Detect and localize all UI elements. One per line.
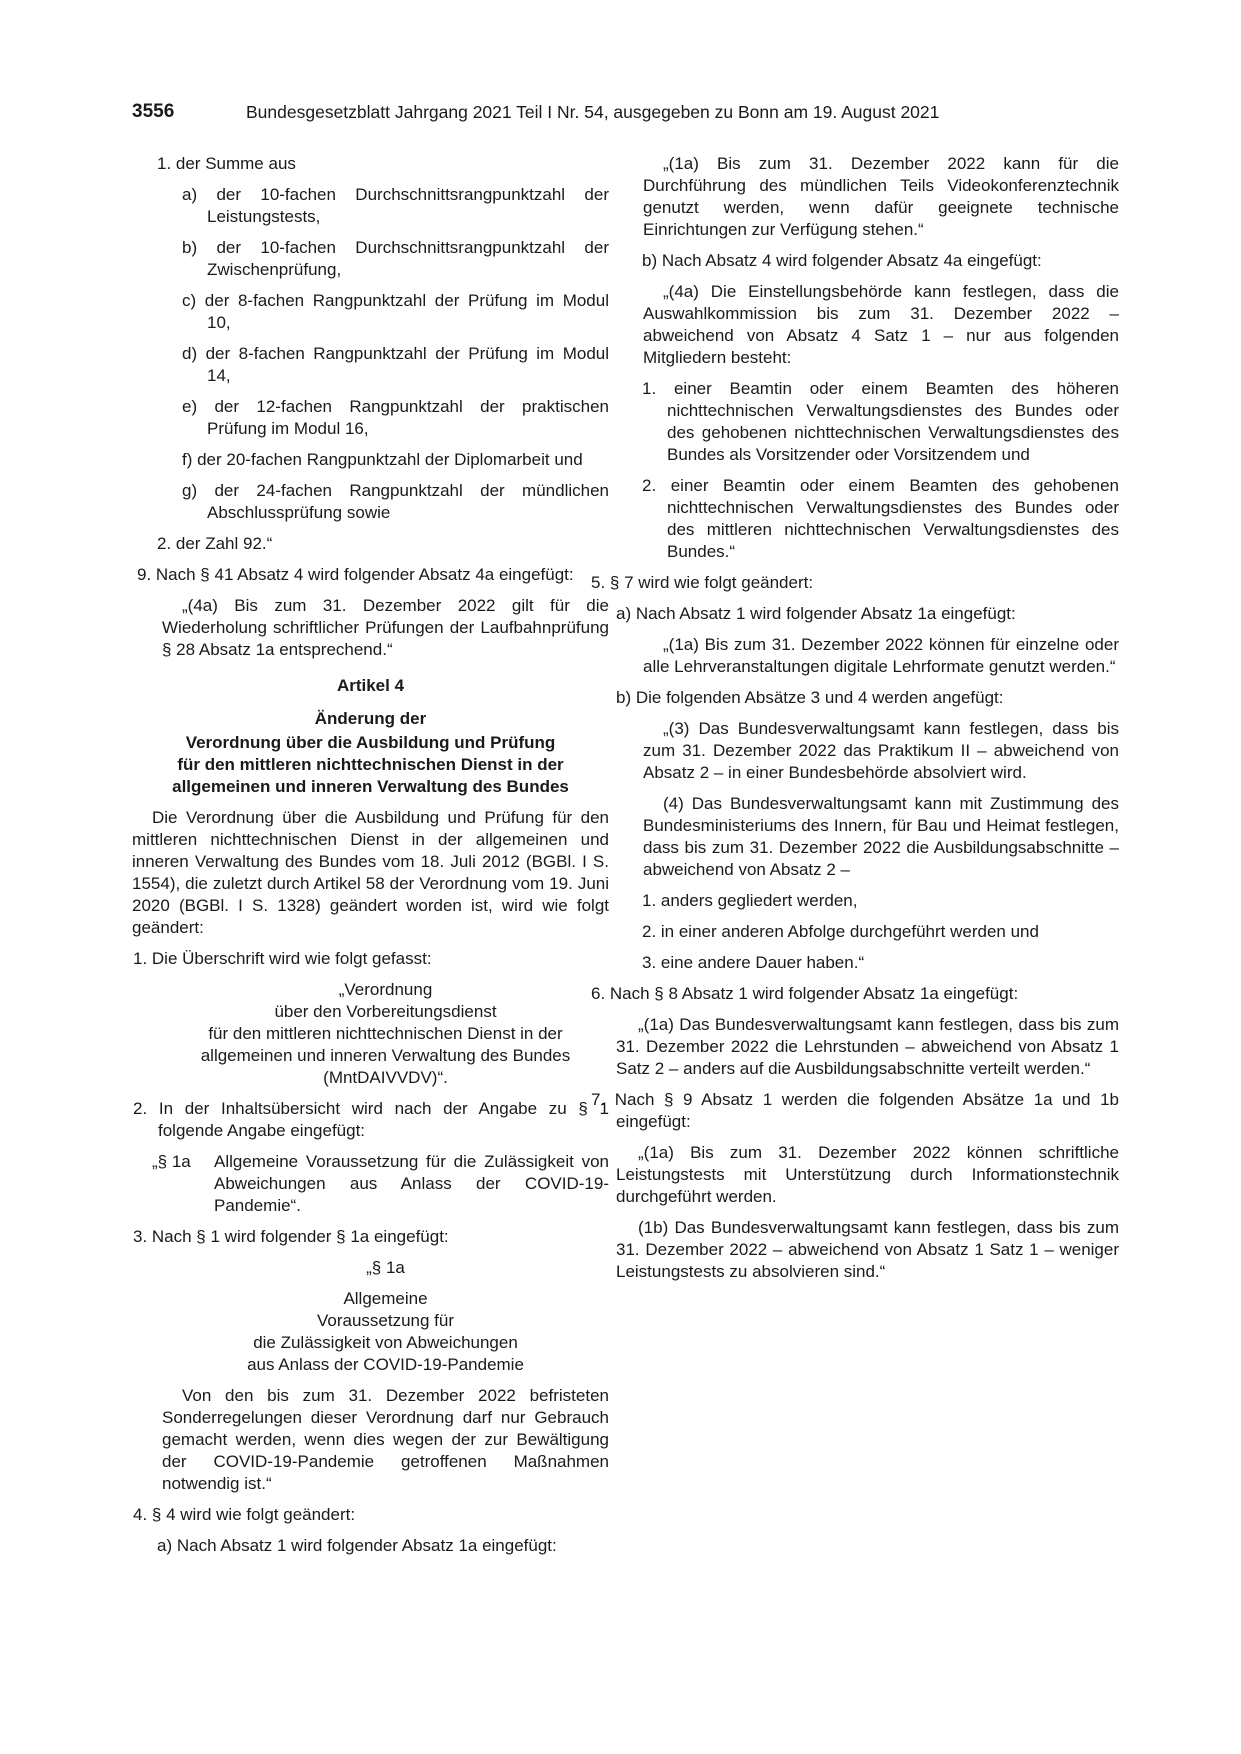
quoted-paragraph: Von den bis zum 31. Dezember 2022 befristeten Sonderregelungen dieser Verordnung darf nur Gebrauch gemacht werden, wenn dies wegen der zur Bewältigung der COVID-19-Pandemie getroffenen Maßnahmen notwendig ist.“	[162, 1386, 609, 1493]
quoted-paragraph: „(1a) Bis zum 31. Dezember 2022 können schriftliche Leistungstests mit Unterstützung durch Informationstechnik durchgeführt werden.	[616, 1143, 1119, 1206]
left-column	[132, 153, 609, 1566]
section-title: die Zulässigkeit von Abweichungen	[253, 1333, 518, 1352]
list-item: b) der 10-fachen Durchschnittsrangpunktzahl der Zwischenprüfung,	[182, 238, 609, 279]
article-heading: Verordnung über die Ausbildung und Prüfung	[185, 733, 556, 752]
quoted-paragraph: (4) Das Bundesverwaltungsamt kann mit Zustimmung des Bundesministeriums des Innern, für Bau und Heimat festlegen, dass bis zum 31. Dezember 2022 die Ausbildungsabschnitte – abweichend von Absatz 2 –	[643, 794, 1119, 879]
toc-entry-text: Allgemeine Voraussetzung für die Zulässigkeit von Abweichungen aus Anlass der COVID-19-Pandemie“.	[214, 1152, 609, 1215]
article-number: Artikel 4	[336, 676, 405, 695]
gazette-header-title: Bundesgesetzblatt Jahrgang 2021 Teil I Nr. 54, ausgegeben zu Bonn am 19. August 2021	[246, 102, 940, 122]
list-item: 1. einer Beamtin oder einem Beamten des höheren nichttechnischen Verwaltungsdienstes des Bundes oder des gehobenen nichttechnischen Verwaltungsdienstes des Bundes als Vorsitzender oder Vorsitzendem und	[642, 379, 1119, 464]
list-item: 3. Nach § 1 wird folgender § 1a eingefügt:	[133, 1227, 449, 1246]
list-item: g) der 24-fachen Rangpunktzahl der mündlichen Abschlussprüfung sowie	[182, 481, 609, 522]
list-item: 4. § 4 wird wie folgt geändert:	[133, 1505, 356, 1524]
quoted-title: für den mittleren nichttechnischen Dienst in der	[208, 1024, 563, 1043]
quoted-paragraph: „(4a) Bis zum 31. Dezember 2022 gilt für die Wiederholung schriftlicher Prüfungen der Laufbahnprüfung § 28 Absatz 1a entsprechend.“	[162, 596, 609, 659]
section-title: Voraussetzung für	[316, 1311, 455, 1330]
quoted-paragraph: (1b) Das Bundesverwaltungsamt kann festlegen, dass bis zum 31. Dezember 2022 – abweichend von Absatz 1 Satz 1 – weniger Leistungstests zu absolvieren sind.“	[616, 1218, 1119, 1281]
page-number: 3556	[132, 101, 175, 122]
quoted-paragraph: „(1a) Bis zum 31. Dezember 2022 kann für die Durchführung des mündlichen Teils Videokonferenztechnik genutzt werden, wenn dafür geeignete technische Einrichtungen zur Verfügung stehen.“	[643, 154, 1119, 239]
list-item: b) Die folgenden Absätze 3 und 4 werden angefügt:	[616, 688, 1004, 707]
article-intro: Die Verordnung über die Ausbildung und Prüfung für den mittleren nichttechnischen Dienst in der allgemeinen und inneren Verwaltung des Bundes vom 18. Juli 2012 (BGBl. I S. 1554), die zuletzt durch Artikel 58 der Verordnung vom 19. Juni 2020 (BGBl. I S. 1328) geändert worden ist, wird wie folgt geändert:	[132, 808, 609, 937]
list-item: 3. eine andere Dauer haben.“	[642, 953, 865, 972]
list-item: 1. anders gegliedert werden,	[642, 891, 858, 910]
quoted-paragraph: „(1a) Bis zum 31. Dezember 2022 können für einzelne oder alle Lehrveranstaltungen digitale Lehrformate genutzt werden.“	[643, 635, 1119, 676]
list-item: c) der 8-fachen Rangpunktzahl der Prüfung im Modul 10,	[182, 291, 609, 332]
section-title: aus Anlass der COVID-19-Pandemie	[247, 1355, 524, 1374]
list-item: 2. in einer anderen Abfolge durchgeführt werden und	[642, 922, 1039, 941]
toc-entry	[152, 1151, 609, 1217]
article-heading: für den mittleren nichttechnischen Dienst in der	[177, 755, 564, 774]
article-heading: Änderung der	[314, 709, 427, 728]
list-item: 6. Nach § 8 Absatz 1 wird folgender Absatz 1a eingefügt:	[591, 984, 1019, 1003]
section-title: Allgemeine	[343, 1289, 428, 1308]
list-item: 2. der Zahl 92.“	[157, 534, 273, 553]
list-item: 2. In der Inhaltsübersicht wird nach der Angabe zu § 1 folgende Angabe eingefügt:	[133, 1099, 609, 1140]
list-item: 1. der Summe aus	[157, 154, 296, 173]
quoted-paragraph: „(1a) Das Bundesverwaltungsamt kann festlegen, dass bis zum 31. Dezember 2022 die Lehrstunden – abweichend von Absatz 1 Satz 2 – anders auf die Ausbildungsabschnitte verteilt werden.“	[616, 1015, 1119, 1078]
list-item: 2. einer Beamtin oder einem Beamten des gehobenen nichttechnischen Verwaltungsdienstes des Bundes oder des mittleren nichttechnischen Verwaltungsdienstes des Bundes.“	[642, 476, 1119, 561]
article-heading: allgemeinen und inneren Verwaltung des Bundes	[172, 777, 569, 796]
quoted-title: über den Vorbereitungsdienst	[274, 1002, 497, 1021]
page-header	[132, 101, 1012, 127]
list-item: 1. Die Überschrift wird wie folgt gefasst:	[133, 949, 432, 968]
quoted-paragraph: „(3) Das Bundesverwaltungsamt kann festlegen, dass bis zum 31. Dezember 2022 das Praktikum II – abweichend von Absatz 2 – in einer Bundesbehörde absolviert wird.	[643, 719, 1119, 782]
quoted-title: allgemeinen und inneren Verwaltung des Bundes	[200, 1046, 571, 1065]
list-item: b) Nach Absatz 4 wird folgender Absatz 4a eingefügt:	[642, 251, 1042, 270]
list-item: 5. § 7 wird wie folgt geändert:	[591, 573, 814, 592]
list-item: 9. Nach § 41 Absatz 4 wird folgender Absatz 4a eingefügt:	[137, 565, 574, 584]
list-item: e) der 12-fachen Rangpunktzahl der praktischen Prüfung im Modul 16,	[182, 397, 609, 438]
list-item: a) Nach Absatz 1 wird folgender Absatz 1a eingefügt:	[157, 1536, 557, 1555]
section-number: „§ 1a	[366, 1258, 405, 1277]
right-column	[591, 153, 1119, 1292]
toc-entry-number: „§ 1a	[152, 1152, 191, 1171]
quoted-paragraph: „(4a) Die Einstellungsbehörde kann festlegen, dass die Auswahlkommission bis zum 31. Dezember 2022 – abweichend von Absatz 4 Satz 1 – nur aus folgenden Mitgliedern besteht:	[643, 282, 1119, 367]
list-item: a) der 10-fachen Durchschnittsrangpunktzahl der Leistungstests,	[182, 185, 609, 226]
quoted-title: „Verordnung	[338, 980, 433, 999]
list-item: f) der 20-fachen Rangpunktzahl der Diplomarbeit und	[182, 450, 583, 469]
quoted-title: (MntDAIVVDV)“.	[323, 1068, 448, 1087]
list-item: 7. Nach § 9 Absatz 1 werden die folgenden Absätze 1a und 1b eingefügt:	[591, 1090, 1119, 1131]
list-item: d) der 8-fachen Rangpunktzahl der Prüfung im Modul 14,	[182, 344, 609, 385]
list-item: a) Nach Absatz 1 wird folgender Absatz 1a eingefügt:	[616, 604, 1016, 623]
